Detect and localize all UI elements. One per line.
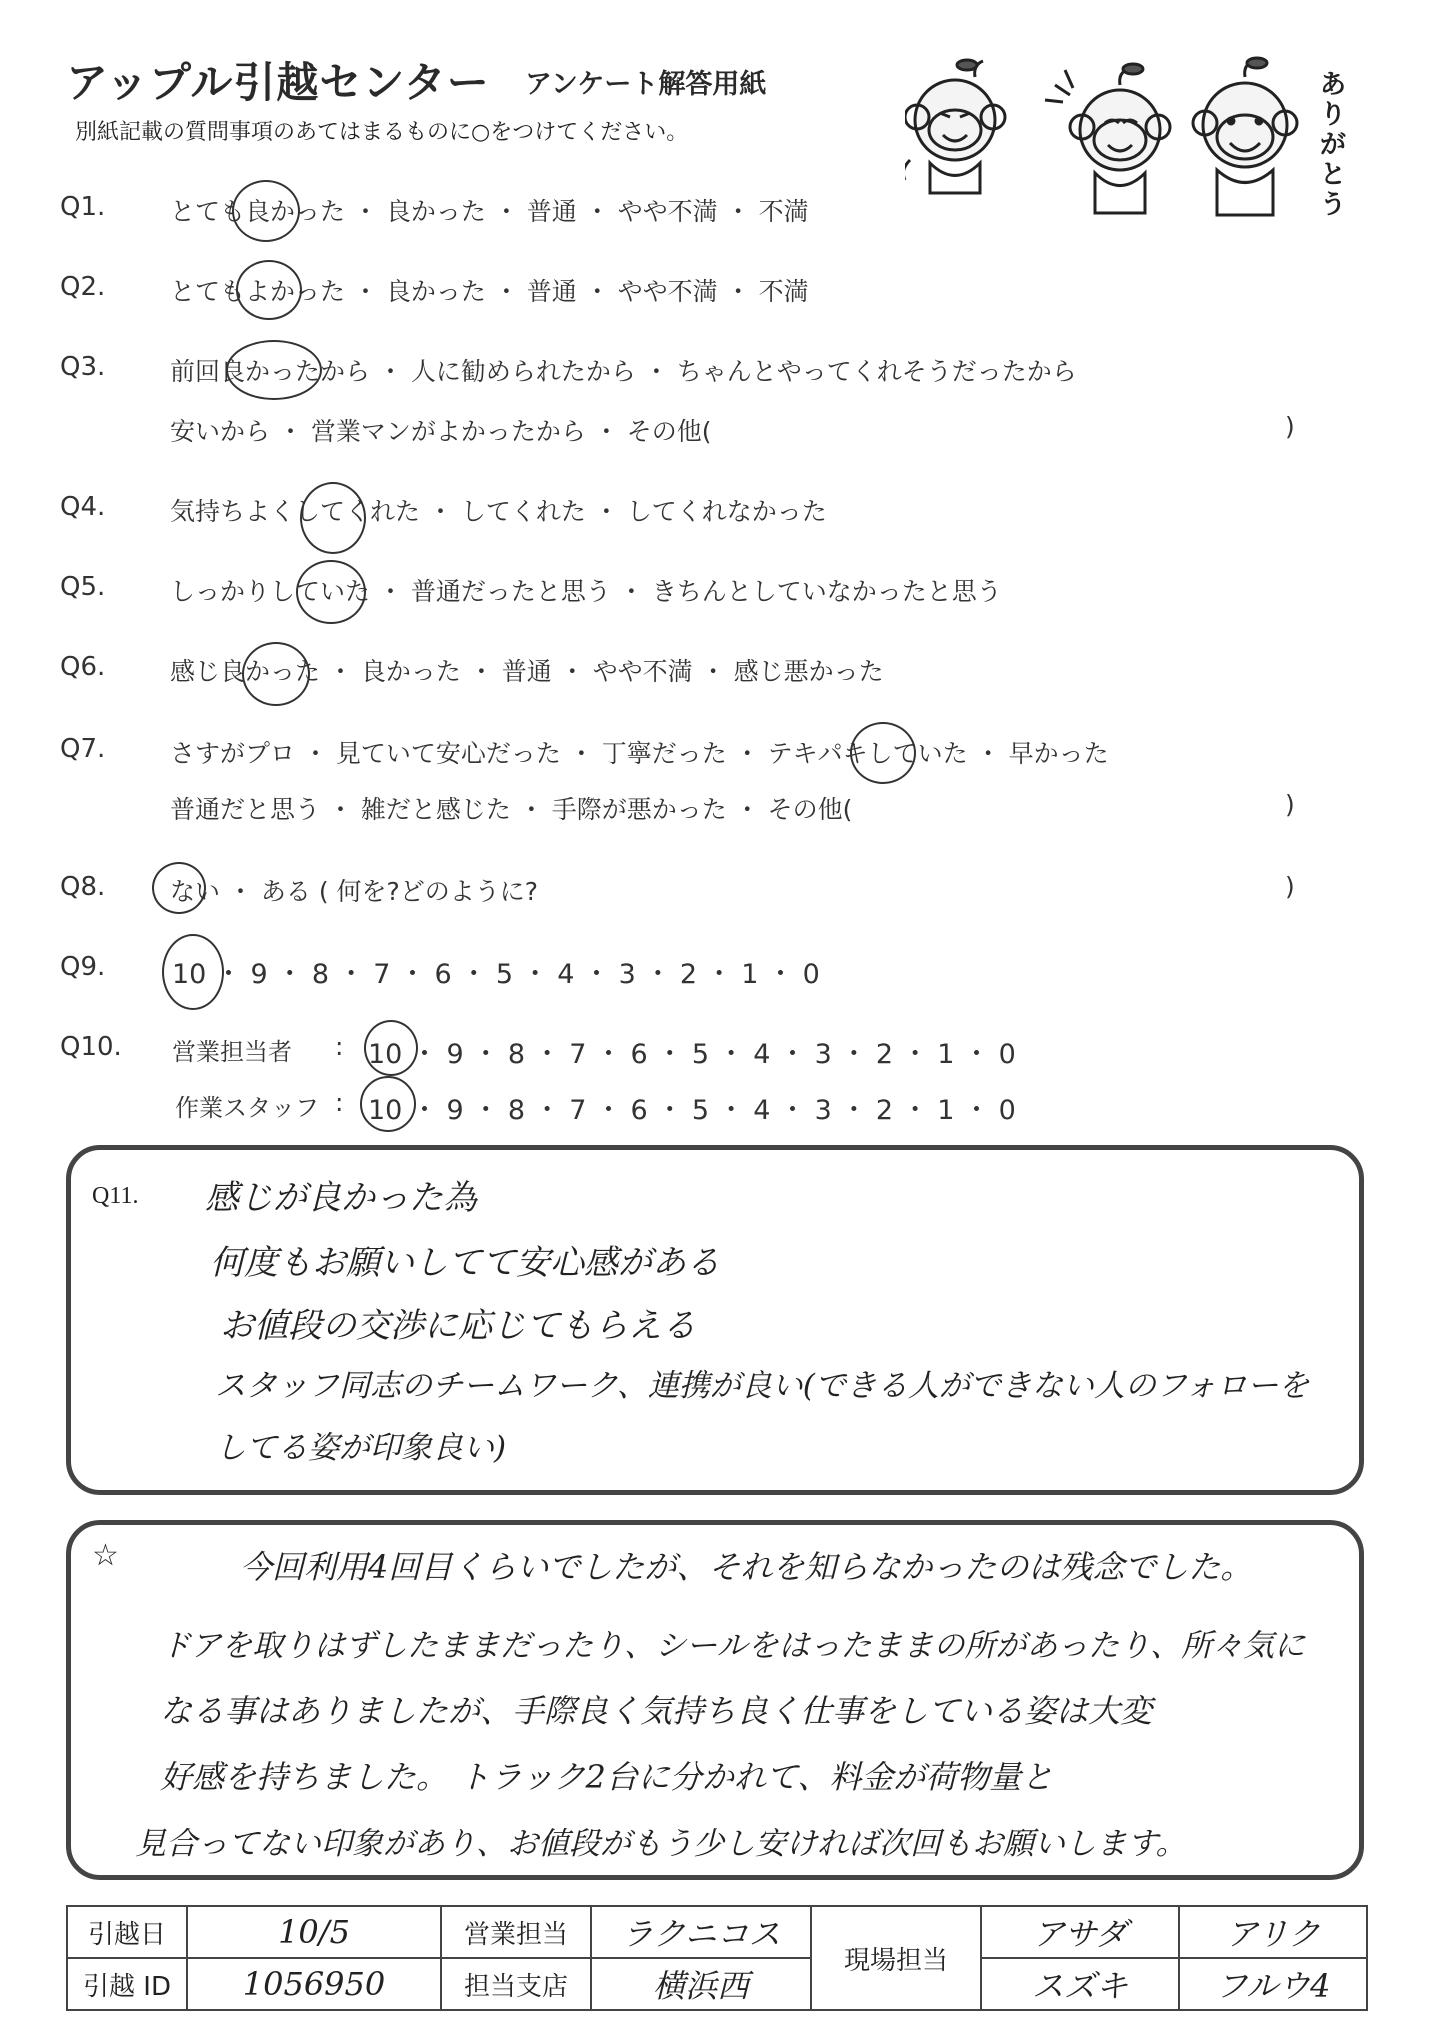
q7-number: Q7. [60, 734, 106, 764]
mascot-caption: ありがとう [1320, 70, 1347, 220]
q10-sales-scale: 10 ・ 9 ・ 8 ・ 7 ・ 6 ・ 5 ・ 4 ・ 3 ・ 2 ・ 1 ・ 0 [368, 1039, 1016, 1070]
comment-line: なる事はありましたが、手際良く気持ち良く仕事をしている姿は大変 [160, 1692, 1153, 1730]
answer-circle [296, 560, 366, 624]
q11-answer-line: 感じが良かった為 [205, 1178, 477, 1218]
answer-circle [242, 642, 310, 706]
comment-line: 見合ってない印象があり、お値段がもう少し安ければ次回もお願いします。 [135, 1826, 1187, 1862]
q11-answer-line: してる姿が印象良い) [215, 1430, 507, 1466]
answer-circle [226, 340, 322, 400]
monkey-mascots-illustration [905, 55, 1375, 230]
comment-line: ドアを取りはずしたままだったり、シールをはったままの所があったり、所々気に [160, 1628, 1306, 1664]
answer-circle [232, 180, 300, 242]
q5-number: Q5. [60, 572, 106, 602]
site-staff-value: スズキ [981, 1958, 1179, 2010]
q3-options-line1: 前回良かったから ・ 人に勧められたから ・ ちゃんとやってくれそうだったから [170, 357, 1077, 386]
q7-close-paren: ) [1285, 790, 1295, 819]
comment-line: 好感を持ちました。 トラック2台に分かれて、料金が荷物量と [160, 1758, 1054, 1796]
move-date-value: 10/5 [187, 1906, 441, 1958]
company-name: アップル引越センター [66, 58, 490, 107]
q8-close-paren: ) [1285, 872, 1295, 901]
q6-number: Q6. [60, 652, 106, 682]
q2-number: Q2. [60, 272, 106, 302]
instruction-text: 別紙記載の質問事項のあてはまるものに○をつけてください。 [75, 120, 689, 145]
q4-number: Q4. [60, 492, 106, 522]
q10-staff-colon: : [335, 1088, 344, 1117]
q1-number: Q1. [60, 192, 106, 222]
q11-answer-line: 何度もお願いしてて安心感がある [210, 1243, 720, 1283]
q6-options: 感じ良かった ・ 良かった ・ 普通 ・ やや不満 ・ 感じ悪かった [170, 657, 884, 686]
site-staff-value: アサダ [981, 1906, 1179, 1958]
q4-options: 気持ちよくしてくれた ・ してくれた ・ してくれなかった [170, 497, 827, 526]
answer-circle [850, 722, 916, 784]
q5-options: しっかりしていた ・ 普通だったと思う ・ きちんとしていなかったと思う [170, 577, 1002, 606]
answer-circle [162, 934, 224, 1010]
q2-options: とてもよかった ・ 良かった ・ 普通 ・ やや不満 ・ 不満 [170, 277, 809, 306]
q3-close-paren: ) [1285, 412, 1295, 441]
site-staff-label: 現場担当 [811, 1906, 981, 2010]
q3-number: Q3. [60, 352, 106, 382]
q7-options-line1: さすがプロ ・ 見ていて安心だった ・ 丁寧だった ・ テキパキしていた ・ 早かった [170, 739, 1109, 768]
q11-answer-line: お値段の交渉に応じてもらえる [220, 1306, 696, 1346]
move-id-label: 引越 ID [67, 1958, 187, 2010]
q8-number: Q8. [60, 872, 106, 902]
q10-sales-label: 営業担当者 [172, 1038, 292, 1066]
q11-label: Q11. [92, 1183, 139, 1209]
q8-options: ない ・ ある ( 何を?どのように? [170, 877, 539, 906]
q3-options-line2: 安いから ・ 営業マンがよかったから ・ その他( [170, 417, 712, 446]
move-id-value: 1056950 [187, 1958, 441, 2010]
monkey-icon [1193, 58, 1297, 215]
sales-rep-label: 営業担当 [441, 1906, 591, 1958]
move-date-label: 引越日 [67, 1906, 187, 1958]
form-title: アンケート解答用紙 [525, 69, 767, 100]
q10-number: Q10. [60, 1032, 122, 1062]
sales-rep-value: ラクニコス [591, 1906, 811, 1958]
star-icon: ☆ [92, 1538, 119, 1573]
answer-circle [360, 1076, 416, 1132]
answer-circle [364, 1020, 418, 1076]
monkey-icon [905, 60, 1005, 193]
site-staff-value: アリク [1179, 1906, 1367, 1958]
site-staff-value: フルウ4 [1179, 1958, 1367, 2010]
monkey-icon [1045, 64, 1170, 213]
q1-options: とても良かった ・ 良かった ・ 普通 ・ やや不満 ・ 不満 [170, 197, 809, 226]
answer-circle [236, 260, 302, 320]
q10-sales-colon: : [335, 1032, 344, 1061]
answer-circle [300, 482, 366, 554]
q9-number: Q9. [60, 952, 106, 982]
q7-options-line2: 普通だと思う ・ 雑だと感じた ・ 手際が悪かった ・ その他( [170, 795, 853, 824]
info-table [66, 1905, 1368, 2011]
comment-line: 今回利用4回目くらいでしたが、それを知らなかったのは残念でした。 [240, 1548, 1253, 1586]
q11-answer-line: スタッフ同志のチームワーク、連携が良い(できる人ができない人のフォローを [215, 1368, 1310, 1404]
branch-label: 担当支店 [441, 1958, 591, 2010]
q10-staff-label: 作業スタッフ [175, 1094, 319, 1122]
answer-circle [152, 862, 206, 914]
branch-value: 横浜西 [591, 1958, 811, 2010]
q9-scale: 10 ・ 9 ・ 8 ・ 7 ・ 6 ・ 5 ・ 4 ・ 3 ・ 2 ・ 1 ・ 0 [172, 959, 820, 990]
q10-staff-scale: 10 ・ 9 ・ 8 ・ 7 ・ 6 ・ 5 ・ 4 ・ 3 ・ 2 ・ 1 ・ 0 [368, 1095, 1016, 1126]
